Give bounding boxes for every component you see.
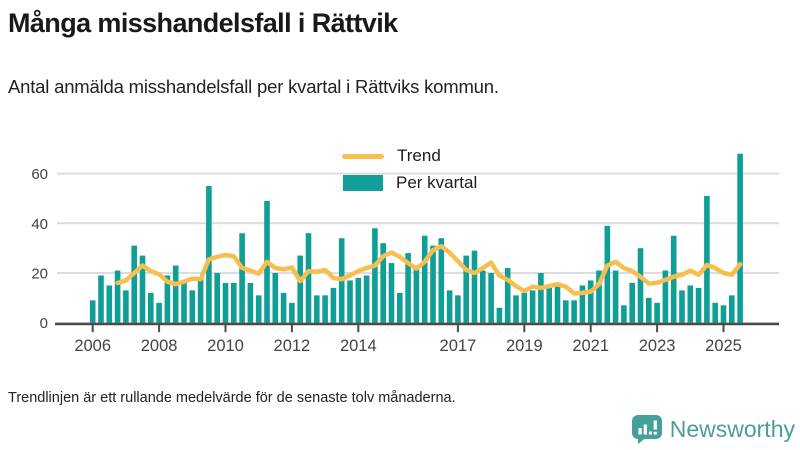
bar bbox=[588, 280, 594, 322]
bar bbox=[206, 186, 212, 323]
bar bbox=[181, 283, 187, 323]
bar bbox=[239, 233, 245, 322]
bar bbox=[173, 266, 179, 323]
bar bbox=[198, 278, 204, 323]
bar bbox=[131, 246, 137, 323]
bar bbox=[646, 298, 652, 323]
bar bbox=[306, 233, 312, 322]
bar bbox=[364, 275, 370, 322]
chart-subtitle: Antal anmälda misshandelsfall per kvartal i Rättviks kommun. bbox=[8, 76, 499, 97]
bar bbox=[555, 285, 561, 322]
bar bbox=[90, 300, 96, 322]
bar bbox=[281, 293, 287, 323]
bar bbox=[497, 308, 503, 323]
bar bbox=[322, 295, 328, 322]
bar bbox=[214, 273, 220, 323]
bar bbox=[613, 271, 619, 323]
bar bbox=[688, 285, 694, 322]
bar bbox=[347, 280, 353, 322]
newsworthy-logo[interactable] bbox=[631, 414, 795, 445]
bar bbox=[273, 273, 279, 323]
bar bbox=[430, 246, 436, 323]
bar-chart-speech-bubble-icon bbox=[631, 414, 663, 445]
bar bbox=[148, 293, 154, 323]
x-axis-label: 2010 bbox=[207, 337, 244, 355]
bar bbox=[98, 275, 104, 322]
bar bbox=[422, 236, 428, 323]
legend-bars-label: Per kvartal bbox=[396, 173, 478, 192]
trend-footnote: Trendlinjen är ett rullande medelvärde för de senaste tolv månaderna. bbox=[8, 390, 456, 406]
legend-item-per-kvartal bbox=[343, 173, 477, 193]
bar bbox=[546, 288, 552, 323]
bar bbox=[439, 238, 445, 322]
bar bbox=[629, 283, 635, 323]
page-title: Många misshandelsfall i Rättvik bbox=[8, 8, 398, 38]
bar bbox=[190, 290, 196, 322]
bar bbox=[638, 248, 644, 323]
x-axis-label: 2019 bbox=[505, 337, 543, 355]
bar bbox=[621, 305, 627, 322]
bar bbox=[721, 305, 727, 322]
bar bbox=[156, 303, 162, 323]
bar bbox=[712, 303, 718, 323]
bar bbox=[397, 293, 403, 323]
x-axis-label: 2021 bbox=[572, 337, 610, 355]
bar bbox=[248, 283, 254, 323]
x-axis-label: 2023 bbox=[638, 337, 676, 355]
bar bbox=[389, 263, 395, 323]
bar bbox=[256, 295, 262, 322]
bar bbox=[679, 290, 685, 322]
x-axis-label: 2014 bbox=[339, 337, 377, 355]
bar bbox=[414, 266, 420, 323]
bar bbox=[455, 295, 461, 322]
bar bbox=[522, 293, 528, 323]
bar bbox=[505, 268, 511, 323]
newsworthy-wordmark: Newsworthy bbox=[669, 416, 795, 442]
bar bbox=[115, 271, 121, 323]
bar bbox=[530, 290, 536, 322]
bar bbox=[223, 283, 229, 323]
bar bbox=[488, 273, 494, 323]
bar bbox=[563, 300, 569, 322]
y-axis-label: 0 bbox=[39, 315, 48, 333]
y-axis-label: 40 bbox=[31, 215, 48, 233]
bar bbox=[231, 283, 237, 323]
bar bbox=[480, 271, 486, 323]
bar bbox=[289, 303, 295, 323]
bar bbox=[737, 154, 743, 323]
bar bbox=[314, 295, 320, 322]
bar bbox=[729, 295, 735, 322]
bar-swatch bbox=[343, 175, 383, 191]
y-axis-label: 20 bbox=[31, 265, 48, 283]
bar bbox=[331, 288, 337, 323]
bar bbox=[447, 290, 453, 322]
bar bbox=[297, 256, 303, 323]
bar bbox=[472, 251, 478, 323]
bar bbox=[704, 196, 710, 323]
x-axis-label: 2008 bbox=[140, 337, 178, 355]
bar bbox=[372, 228, 378, 322]
bar bbox=[107, 285, 113, 322]
legend-item-trend bbox=[342, 146, 441, 166]
bar bbox=[696, 288, 702, 323]
bar bbox=[356, 278, 362, 323]
bar bbox=[513, 295, 519, 322]
trend-line-swatch bbox=[342, 154, 384, 159]
x-axis-label: 2025 bbox=[705, 337, 742, 355]
bar bbox=[538, 273, 544, 323]
legend-trend-label: Trend bbox=[397, 146, 441, 165]
bar bbox=[123, 290, 129, 322]
bar bbox=[654, 303, 660, 323]
x-axis-label: 2012 bbox=[273, 337, 311, 355]
x-axis-label: 2006 bbox=[74, 337, 112, 355]
x-axis-label: 2017 bbox=[439, 337, 477, 355]
bar bbox=[571, 300, 577, 322]
y-axis-label: 60 bbox=[31, 166, 48, 184]
